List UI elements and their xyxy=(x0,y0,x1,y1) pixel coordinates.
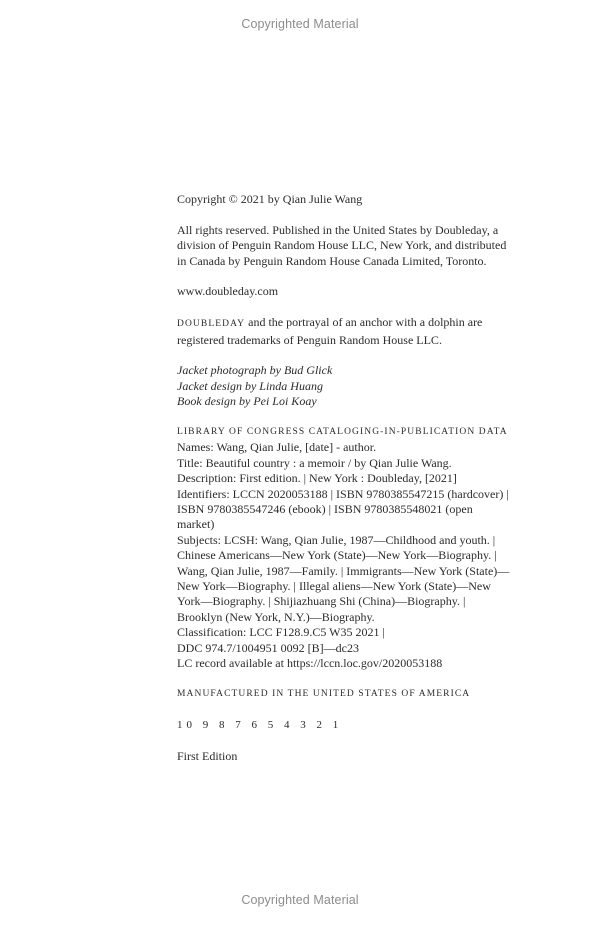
printing-line: 10 9 8 7 6 5 4 3 2 1 xyxy=(177,718,343,731)
trademark-line-1 xyxy=(177,315,512,332)
watermark-bottom: Copyrighted Material xyxy=(241,893,359,907)
credit-jacket-design: Jacket design by Linda Huang xyxy=(177,378,323,393)
cip-line: Names: Wang, Qian Julie, [date] - author. xyxy=(177,440,377,455)
cip-line: Identifiers: LCCN 2020053188 | ISBN 9780385547215 (hardcover) | xyxy=(177,486,509,501)
cip-line: Wang, Qian Julie, 1987—Family. | Immigrants—New York (State)— xyxy=(177,563,510,578)
rights-line-3: in Canada by Penguin Random House Canada Limited, Toronto. xyxy=(177,253,487,268)
cip-heading: LIBRARY OF CONGRESS CATALOGING-IN-PUBLICATION DATA xyxy=(177,427,508,438)
edition-line: First Edition xyxy=(177,748,238,763)
cip-line: New York—Biography. | Illegal aliens—New York (State)—New xyxy=(177,579,491,594)
cip-line: Chinese Americans—New York (State)—New York—Biography. | xyxy=(177,548,497,563)
rights-line-2: division of Penguin Random House LLC, New York, and distributed xyxy=(177,238,507,253)
rights-line-1: All rights reserved. Published in the United States by Doubleday, a xyxy=(177,222,499,237)
publisher-website: www.doubleday.com xyxy=(177,284,279,299)
copyright-page xyxy=(177,192,512,764)
credit-book-design: Book design by Pei Loi Koay xyxy=(177,394,317,409)
manufactured-line: MANUFACTURED IN THE UNITED STATES OF AMERICA xyxy=(177,688,471,699)
cip-line: York—Biography. | Shijiazhuang Shi (China)—Biography. | xyxy=(177,594,466,609)
cip-line: Subjects: LCSH: Wang, Qian Julie, 1987—Childhood and youth. | xyxy=(177,532,496,547)
watermark-top: Copyrighted Material xyxy=(241,17,359,31)
cip-line: DDC 974.7/1004951 0092 [B]—dc23 xyxy=(177,640,359,655)
cip-line: Brooklyn (New York, N.Y.)—Biography. xyxy=(177,609,375,624)
cip-line: LC record available at https://lccn.loc.gov/2020053188 xyxy=(177,656,443,671)
trademark-line-2: registered trademarks of Penguin Random House LLC. xyxy=(177,332,442,347)
copyright-line: Copyright © 2021 by Qian Julie Wang xyxy=(177,192,363,206)
cip-line: Description: First edition. | New York : Doubleday, [2021] xyxy=(177,471,457,486)
cip-line: Title: Beautiful country : a memoir / by Qian Julie Wang. xyxy=(177,455,452,470)
trademark-text: and the portrayal of an anchor with a dolphin are xyxy=(245,315,483,330)
cip-line: ISBN 9780385547246 (ebook) | ISBN 9780385548021 (open market) xyxy=(177,502,473,532)
trademark-mark: DOUBLEDAY xyxy=(177,319,246,330)
cip-line: Classification: LCC F128.9.C5 W35 2021 | xyxy=(177,625,385,640)
credit-jacket-photo: Jacket photograph by Bud Glick xyxy=(177,363,333,378)
